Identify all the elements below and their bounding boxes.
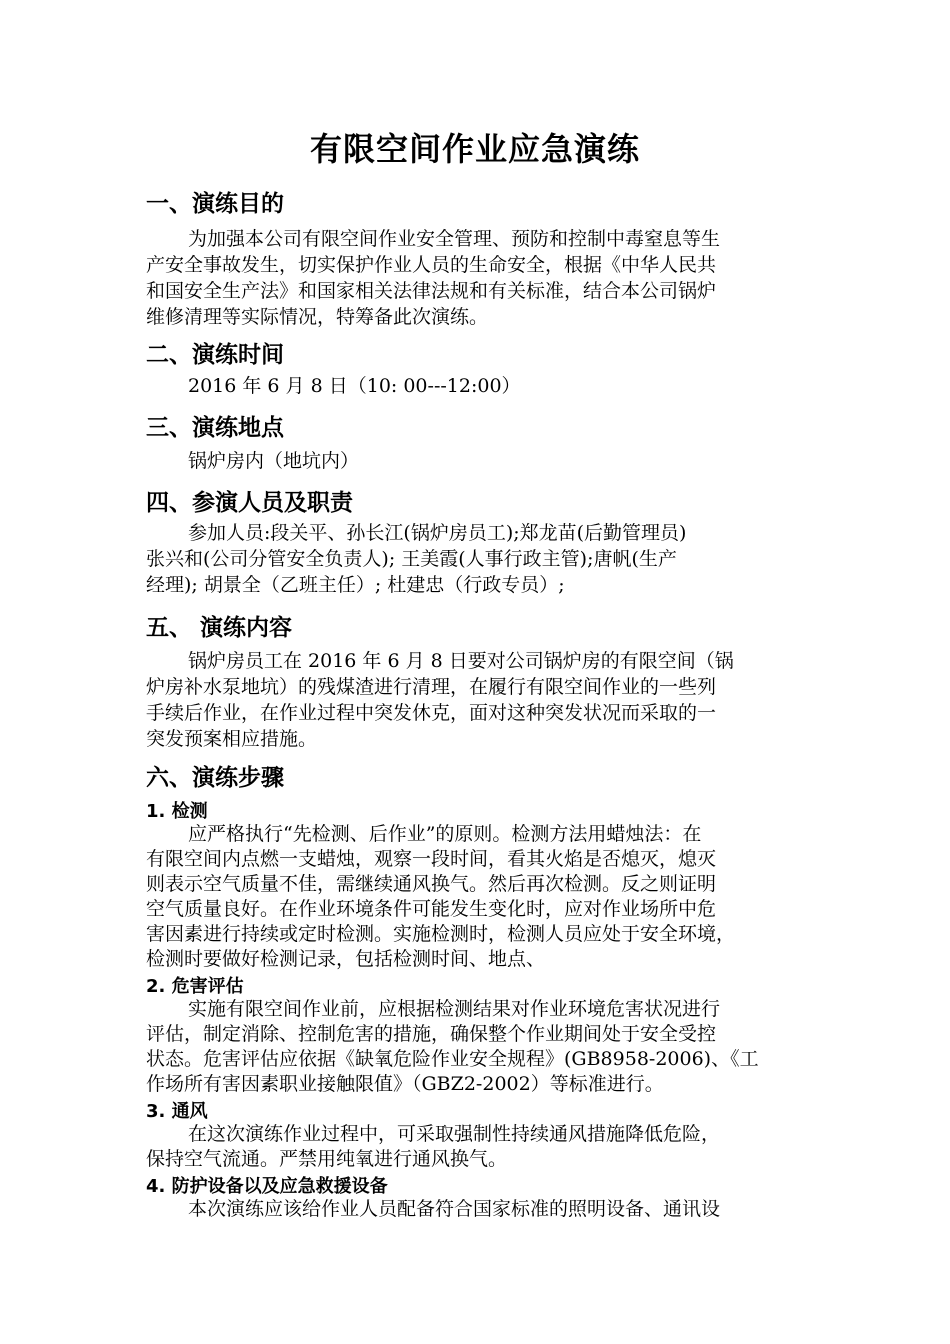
paragraph-line: 空气质量良好。在作业环境条件可能发生变化时，应对作业场所中危 [146,898,717,920]
paragraph-line: 炉房补水泵地坑）的残煤渣进行清理，在履行有限空间作业的一些列 [146,676,717,698]
paragraph-line: 锅炉房员工在 2016 年 6 月 8 日要对公司锅炉房的有限空间（锅 [188,650,734,672]
paragraph-line: 害因素进行持续或定时检测。实施检测时，检测人员应处于安全环境， [146,923,736,945]
section-heading-time: 二、演练时间 [146,342,284,368]
paragraph-line: 经理); 胡景全（乙班主任）; 杜建忠（行政专员）; [146,574,565,596]
section-heading-participants: 四、参演人员及职责 [146,490,353,516]
paragraph-line: 2016 年 6 月 8 日（10: 00---12:00） [188,375,521,397]
paragraph-line: 张兴和(公司分管安全负责人); 王美霞(人事行政主管);唐帆(生产 [146,548,677,570]
paragraph-line: 产安全事故发生，切实保护作业人员的生命安全，根据《中华人民共 [146,254,717,276]
paragraph-line: 应严格执行“先检测、后作业”的原则。检测方法用蜡烛法：在 [188,823,702,845]
paragraph-line: 保持空气流通。严禁用纯氧进行通风换气。 [146,1148,508,1170]
document-title: 有限空间作业应急演练 [309,130,640,168]
paragraph-line: 在这次演练作业过程中，可采取强制性持续通风措施降低危险， [188,1123,721,1145]
paragraph-line: 和国安全生产法》和国家相关法律法规和有关标准，结合本公司锅炉 [146,280,717,302]
paragraph-line: 实施有限空间作业前，应根据检测结果对作业环境危害状况进行 [188,998,721,1020]
subheading-protective-equipment: 4. 防护设备以及应急救援设备 [146,1176,388,1197]
subheading-detection: 1. 检测 [146,801,208,822]
paragraph-line: 状态。危害评估应依据《缺氧危险作业安全规程》(GB8958-2006)、《工 [146,1048,759,1070]
paragraph-line: 本次演练应该给作业人员配备符合国家标准的照明设备、通讯设 [188,1198,721,1220]
paragraph-line: 则表示空气质量不佳，需继续通风换气。然后再次检测。反之则证明 [146,873,717,895]
paragraph-line: 检测时要做好检测记录，包括检测时间、地点、 [146,948,546,970]
paragraph-line: 为加强本公司有限空间作业安全管理、预防和控制中毒窒息等生 [188,228,721,250]
paragraph-line: 锅炉房内（地坑内） [188,450,360,472]
paragraph-line: 维修清理等实际情况，特筹备此次演练。 [146,306,489,328]
paragraph-line: 参加人员:段关平、孙长江(锅炉房员工);郑龙苗(后勤管理员) [188,522,687,544]
paragraph-line: 有限空间内点燃一支蜡烛，观察一段时间，看其火焰是否熄灭，熄灭 [146,848,717,870]
paragraph-line: 手续后作业，在作业过程中突发休克，面对这种突发状况而采取的一 [146,702,717,724]
section-heading-location: 三、演练地点 [146,415,284,441]
subheading-ventilation: 3. 通风 [146,1101,208,1122]
section-heading-purpose: 一、演练目的 [146,191,284,217]
paragraph-line: 突发预案相应措施。 [146,728,318,750]
subheading-hazard-assessment: 2. 危害评估 [146,976,244,997]
section-heading-steps: 六、演练步骤 [146,765,284,791]
section-heading-content: 五、 演练内容 [146,615,293,641]
paragraph-line: 评估，制定消除、控制危害的措施，确保整个作业期间处于安全受控 [146,1023,717,1045]
paragraph-line: 作场所有害因素职业接触限值》（GBZ2-2002）等标准进行。 [146,1073,664,1095]
